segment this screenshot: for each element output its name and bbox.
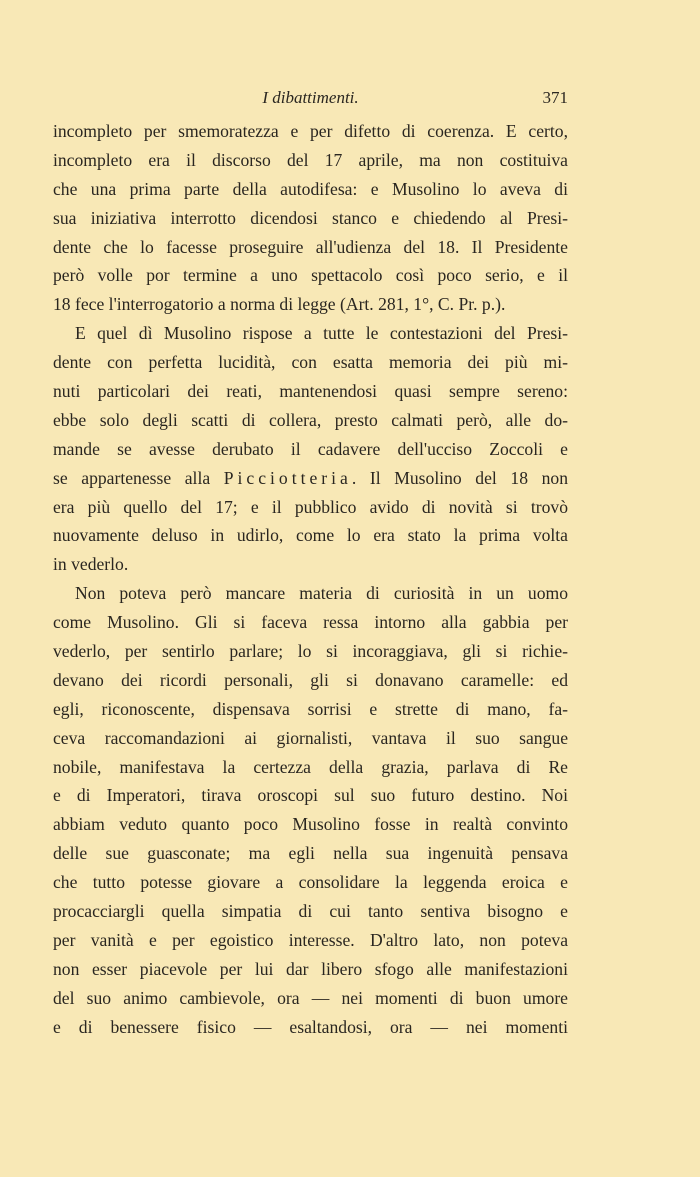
text-line: era più quello del 17; e il pubblico avido di novità si trovò <box>53 496 568 517</box>
text-line: nuti particolari dei reati, mantenendosi quasi sempre sereno: <box>53 381 568 402</box>
text-line: e di benessere fisico — esaltandosi, ora — nei momenti <box>53 1016 568 1037</box>
text-line: e di Imperatori, tirava oroscopi sul suo futuro destino. Noi <box>53 785 568 806</box>
text-line: Non poteva però mancare materia di curiosità in un uomo <box>75 583 568 604</box>
text-segment: se appartenesse alla <box>53 467 224 488</box>
text-line: nuovamente deluso in udirlo, come lo era stato la prima volta <box>53 525 568 546</box>
text-line: mande se avesse derubato il cadavere dell'ucciso Zoccoli e <box>53 438 568 459</box>
text-line: però volle por termine a uno spettacolo così poco serio, e il <box>53 265 568 286</box>
text-line: E quel dì Musolino rispose a tutte le contestazioni del Presi- <box>75 323 568 344</box>
running-title: I dibattimenti. <box>262 88 359 107</box>
body-text <box>53 117 568 1042</box>
page-header <box>53 88 568 114</box>
text-line: dente che lo facesse proseguire all'udienza del 18. Il Presidente <box>53 236 568 257</box>
text-line: in vederlo. <box>53 554 129 575</box>
text-line: incompleto per smemoratezza e per difetto di coerenza. E certo, <box>53 121 568 141</box>
paragraph <box>53 117 568 319</box>
text-line: devano dei ricordi personali, gli si donavano caramelle: ed <box>53 669 568 690</box>
text-line: del suo animo cambievole, ora — nei momenti di buon umore <box>53 987 568 1008</box>
text-line: che una prima parte della autodifesa: e Musolino lo aveva di <box>53 178 568 199</box>
text-line: delle sue guasconate; ma egli nella sua ingenuità pensava <box>53 843 568 864</box>
text-line <box>53 464 568 493</box>
text-line: per vanità e per egoistico interesse. D'altro lato, non poteva <box>53 929 568 950</box>
text-line: come Musolino. Gli si faceva ressa intorno alla gabbia per <box>53 612 568 633</box>
page-number: 371 <box>542 88 568 107</box>
text-line: ebbe solo degli scatti di collera, presto calmati però, alle do- <box>53 409 568 430</box>
text-line: incompleto era il discorso del 17 aprile, ma non costituiva <box>53 149 568 170</box>
text-segment: . Il Musolino del 18 non <box>351 467 568 488</box>
text-line: che tutto potesse giovare a consolidare la leggenda eroica e <box>53 872 568 893</box>
text-line: vederlo, per sentirlo parlare; lo si incoraggiava, gli si richie- <box>53 641 568 662</box>
paragraph <box>53 319 568 579</box>
text-line: 18 fece l'interrogatorio a norma di legge (Art. 281, 1°, C. Pr. p.). <box>53 294 506 315</box>
paragraph <box>53 579 568 1041</box>
text-line: sua iniziativa interrotto dicendosi stanco e chiedendo al Presi- <box>53 207 568 228</box>
text-line: nobile, manifestava la certezza della grazia, parlava di Re <box>53 756 568 777</box>
spaced-term: Picciotteria <box>223 467 352 488</box>
text-line: abbiam veduto quanto poco Musolino fosse in realtà convinto <box>53 814 568 835</box>
text-line: egli, riconoscente, dispensava sorrisi e strette di mano, fa- <box>53 698 568 719</box>
text-line: procacciargli quella simpatia di cui tanto sentiva bisogno e <box>53 901 568 922</box>
text-line: ceva raccomandazioni ai giornalisti, vantava il suo sangue <box>53 727 568 748</box>
text-line: non esser piacevole per lui dar libero sfogo alle manifestazioni <box>53 958 568 979</box>
text-line: dente con perfetta lucidità, con esatta memoria dei più mi- <box>53 352 568 373</box>
